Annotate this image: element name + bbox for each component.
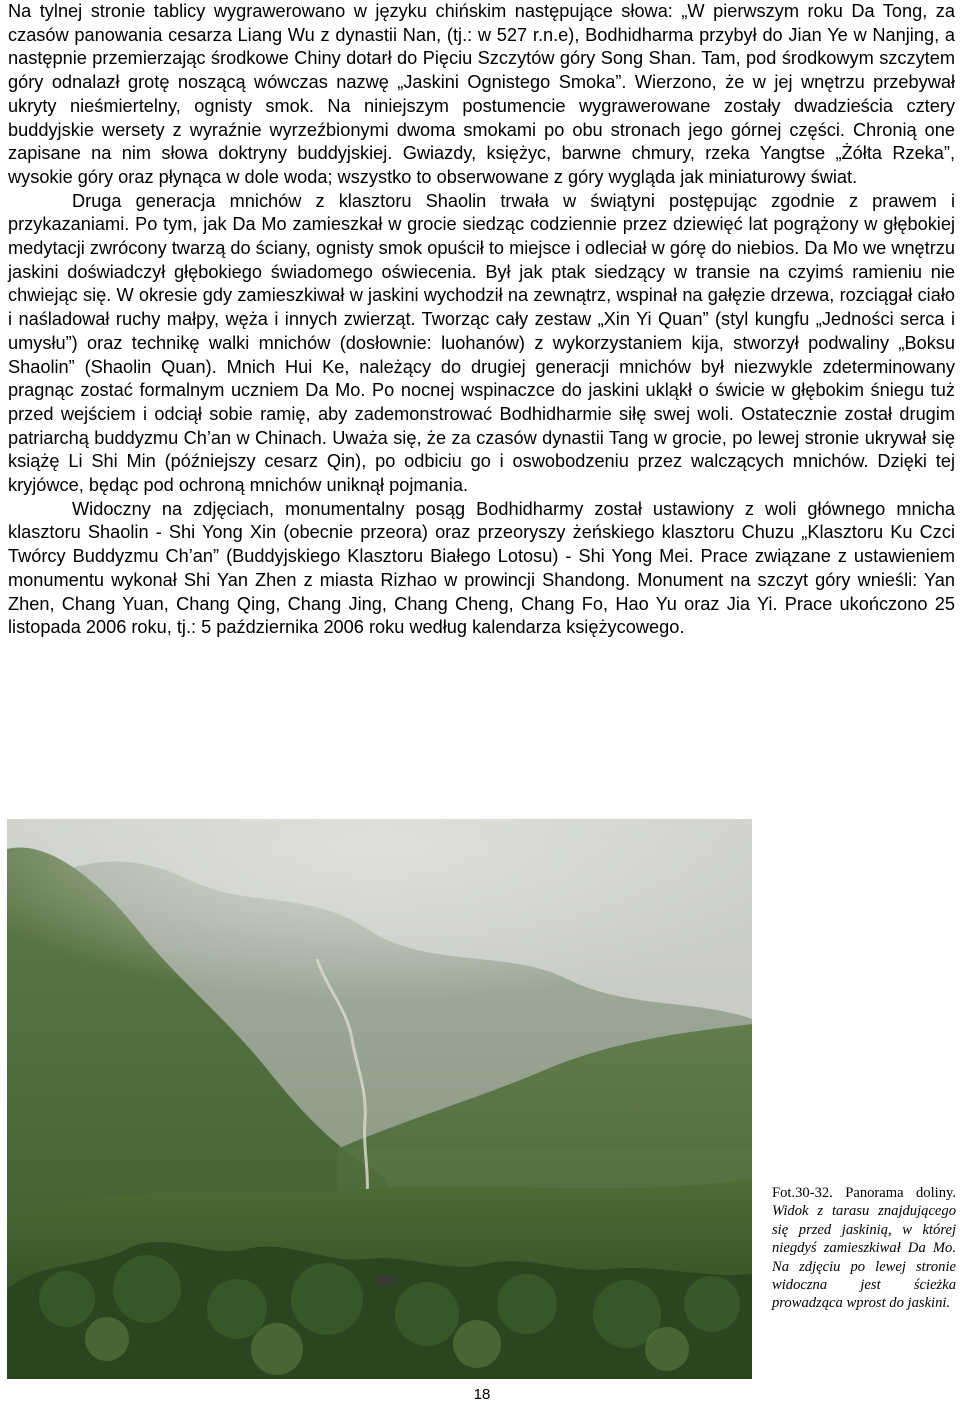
page-number: 18	[473, 1386, 491, 1403]
caption-text: Widok z tarasu znajdującego się przed jaskinią, w której niegdyś zamieszkiwał Da Mo. Na zdjęciu po lewej stronie widoczna jest ścieżka prowadząca wprost do jaskini.	[772, 1203, 956, 1312]
valley-landscape-illustration	[7, 819, 752, 1379]
paragraph-1: Na tylnej stronie tablicy wygrawerowano w języku chińskim następujące słowa: „W pierwszym roku Da Tong, za czasów panowania cesarza Liang Wu z dynastii Nan, (tj.: w 527 r.n.e), Bodhidharma przybył do Jian Ye w Nanjing, a następnie przemierzając środkowe Chiny dotarł do Pięciu Szczytów góry Song Shan. Tam, pod środkowym szczytem góry odnalazł grotę noszącą wówczas nazwę „Jaskini Ognistego Smoka”. Wierzono, że w jej wnętrzu przebywał ukryty nieśmiertelny, ognisty smok. Na niniejszym postumencie wygrawerowane zostały dwadzieścia cztery buddyjskie wersety z wyraźnie wyrzeźbionymi dwoma smokami po obu stronach jego górnej części. Chronią one zapisane na nim słowa doktryny buddyjskiej. Gwiazdy, księżyc, barwne chmury, rzeka Yangtse „Żółta Rzeka”, wysokie góry oraz płynąca w dole woda; wszystko to obserwowane z góry wygląda jak miniaturowy świat.	[8, 1, 955, 187]
paragraph-2: Druga generacja mnichów z klasztoru Shaolin trwała w świątyni postępując zgodnie z prawem i przykazaniami. Po tym, jak Da Mo zamieszkał w grocie siedząc codziennie przez dziewięć lat pogrążony w głębokiej medytacji zwrócony twarzą do ściany, ognisty smok opuścił to miejsce i odleciał w górę do niebios. Da Mo we wnętrzu jaskini doświadczył głębokiego świadomego oświecenia. Był jak ptak siedzący w transie na czyimś ramieniu nie chwiejąc się. W okresie gdy zamieszkiwał w jaskini wychodził na zewnątrz, wspinał na gałęzie drzewa, rozciągał ciało i naśladował ruchy małpy, węża i innych zwierząt. Tworząc cały zestaw „Xin Yi Quan” (styl kungfu „Jedności serca i umysłu”) oraz technikę walki mnichów (dosłownie: luohanów) z wykorzystaniem kija, stworzył podwaliny „Boksu Shaolin” (Shaolin Quan). Mnich Hui Ke, należący do drugiej generacji mnichów był niezwykle zdeterminowany pragnąc zostać formalnym uczniem Da Mo. Po nocnej wspinaczce do jaskini ukląkł o świcie w głębokim śniegu tuż przed wejściem i odciął sobie ramię, aby zademonstrować Bodhidharmie siłę swej woli. Ostatecznie został drugim patriarchą buddyzmu Ch’an w Chinach. Uważa się, że za czasów dynastii Tang w grocie, po lewej stronie ukrywał się książę Li Shi Min (późniejszy cesarz Qin), po odbiciu go i oswobodzeniu przez walczących mnichów. Dzięki tej kryjówce, będąc pod ochroną mnichów uniknął pojmania.	[8, 190, 955, 496]
valley-panorama-photo	[7, 819, 752, 1379]
photo-caption	[772, 1184, 956, 1313]
paragraph-3: Widoczny na zdjęciach, monumentalny posąg Bodhidharmy został ustawiony z woli głównego mnicha klasztoru Shaolin - Shi Yong Xin (obecnie przeora) oraz przeoryszy żeńskiego klasztoru Chuzu „Klasztoru Ku Czci Twórcy Buddyzmu Ch’an” (Buddyjskiego Klasztoru Białego Lotosu) - Shi Yong Mei. Prace związane z ustawieniem monumentu wykonał Shi Yan Zhen z miasta Rizhao w prowincji Shandong. Monument na szczyt góry wnieśli: Yan Zhen, Chang Yuan, Chang Qing, Chang Jing, Chang Cheng, Chang Fo, Hao Yu oraz Jia Yi. Prace ukończono 25 listopada 2006 roku, tj.: 5 października 2006 roku według kalendarza księżycowego.	[8, 498, 955, 638]
caption-label: Fot.30-32. Panorama doliny.	[772, 1185, 956, 1201]
body-text	[8, 0, 955, 640]
